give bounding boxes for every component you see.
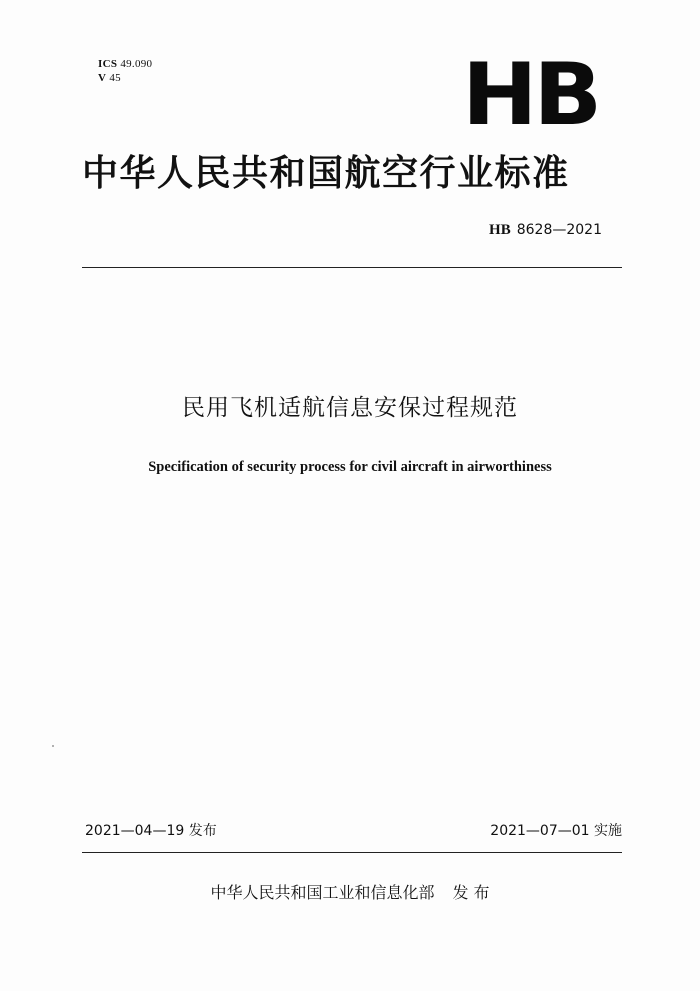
top-divider (82, 267, 622, 268)
standard-code-number: 8628—2021 (516, 222, 602, 238)
issuer-line (0, 882, 700, 904)
standard-code-prefix: HB (489, 222, 511, 238)
ccs-label: V (98, 72, 107, 84)
document-title-cn: 民用飞机适航信息安保过程规范 (182, 395, 518, 421)
hb-logo: HB (462, 45, 599, 145)
bottom-divider (82, 852, 622, 853)
implementation-date: 2021—07—01 实施 (490, 823, 622, 839)
ics-value: 49.090 (120, 58, 153, 70)
standard-code (489, 221, 602, 239)
ics-line (98, 57, 152, 71)
issue-date: 2021—04—19 发布 (85, 823, 217, 839)
ccs-line (98, 71, 152, 85)
scan-speck (52, 745, 54, 747)
issuer-name: 中华人民共和国工业和信息化部 (210, 883, 435, 902)
issuer-action: 发 布 (452, 883, 490, 902)
classification-block (98, 57, 152, 85)
document-title-en: Specification of security process for civil aircraft in airworthiness (148, 459, 552, 475)
standard-title: 中华人民共和国航空行业标准 (82, 153, 570, 194)
ccs-value: 45 (109, 72, 121, 84)
ics-label: ICS (98, 58, 118, 70)
